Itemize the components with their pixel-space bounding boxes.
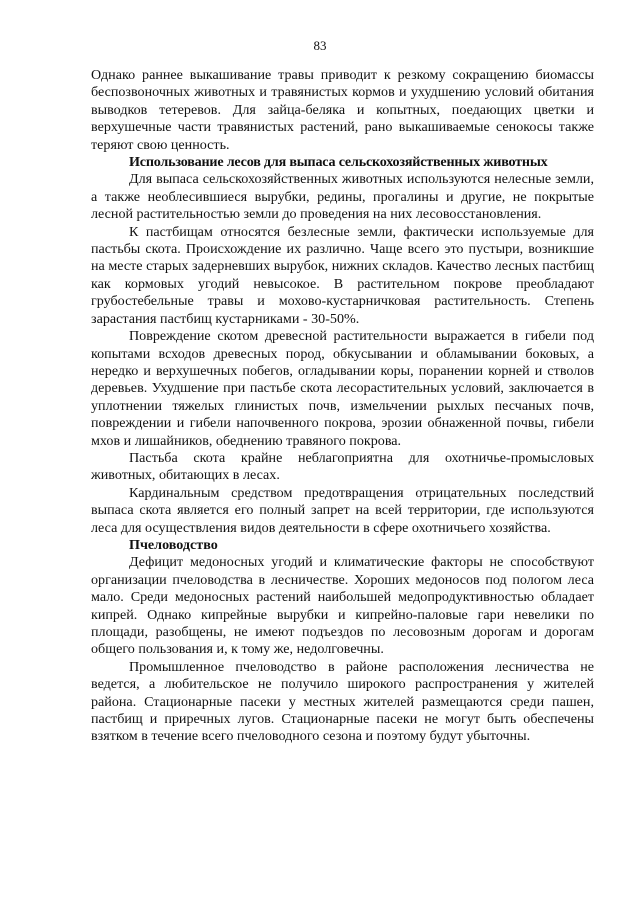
paragraph-grazing-lands: Для выпаса сельскохозяйственных животных используются нелесные земли, а также необлесившиеся вырубки, редины, прогалины и другие, не покрытые лесной растительностью земли до проведения на них лесовосстановления.: [91, 171, 594, 223]
page-number: 83: [313, 38, 327, 53]
paragraph-grass-mowing: Однако раннее выкашивание травы приводит к резкому сокращению биомассы беспозвоночных животных и травянистых кормов и ухудшению условий обитания выводков тетеревов. Для зайца-беляка и копытных, поедающих цветки и верхушечные части травянистых растений, рано выкашиваемые сенокосы также теряют свою ценность.: [91, 67, 594, 153]
paragraph-grazing-hunting: Пастьба скота крайне неблагоприятна для охотничье-промысловых животных, обитающих в лесах.: [91, 449, 594, 484]
section-heading-grazing: Использование лесов для выпаса сельскохозяйственных животных: [129, 154, 548, 171]
section-heading-beekeeping: Пчеловодство: [129, 536, 218, 553]
paragraph-livestock-damage: Повреждение скотом древесной растительности выражается в гибели под копытами всходов древесных пород, обкусывании и обламывании боковых, а нередко и верхушечных побегов, огладывании коры, поранении корней и стволов деревьев. Ухудшение при пастьбе скота лесорастительных условий, заключается в уплотнении тяжелых глинистых почв, измельчении рыхлых песчаных почв, повреждении и гибели напочвенного покрова, эрозии обнаженной почвы, гибели мхов и лишайников, обеднению травяного покрова.: [91, 328, 594, 449]
paragraph-apiaries: Промышленное пчеловодство в районе расположения лесничества не ведется, а любительское не получило широкого распространения у жителей района. Стационарные пасеки у местных жителей размещаются среди пашен, пастбищ и приречных лугов. Стационарные пасеки не могут быть обеспечены взятком в течение всего пчеловодного сезона и поэтому будут убыточны.: [91, 658, 594, 745]
paragraph-pastures: К пастбищам относятся безлесные земли, фактически используемые для пастьбы скота. Происхождение их различно. Чаще всего это пустыри, возникшие на месте старых задерневших вырубок, нижних складов. Качество лесных пастбищ как кормовых угодий невысокое. В растительном покрове преобладают грубостебельные травы и мохово-кустарничковая растительность. Степень зарастания пастбищ кустарниками - 30-50%.: [91, 223, 594, 327]
page-body: [91, 67, 594, 746]
paragraph-honey-plants: Дефицит медоносных угодий и климатические факторы не способствуют организации пчеловодства в лесничестве. Хороших медоносов под пологом леса мало. Среди медоносных растений наибольшей медопродуктивностью обладает кипрей. Однако кипрейные вырубки и кипрейно-паловые гари невелики по площади, разобщены, не имеют подъездов по лесовозным дорогам и дорогам общего пользования и, к тому же, недолговечны.: [91, 554, 594, 658]
paragraph-grazing-ban: Кардинальным средством предотвращения отрицательных последствий выпаса скота является его полный запрет на всей территории, где используются леса для осуществления видов деятельности в сфере охотничьего хозяйства.: [91, 484, 594, 536]
